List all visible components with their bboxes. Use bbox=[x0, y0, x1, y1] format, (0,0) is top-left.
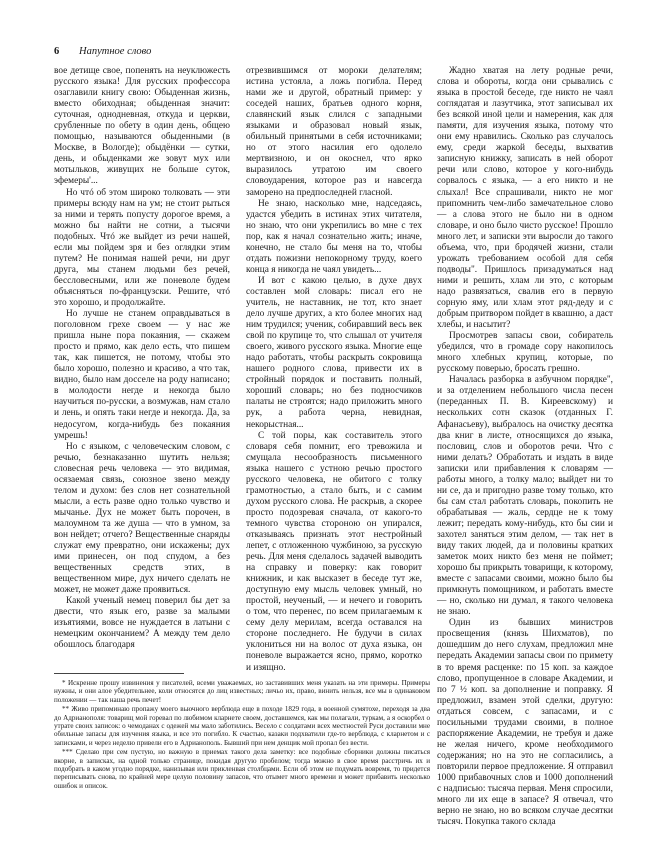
paragraph: Какой ученый немец поверил бы дет за двести, что язык его, разве за малыми изъятиями, вовсе не нуждается в латыни с немецким окончанием? А между тем дело обошлось благодаря bbox=[54, 596, 230, 651]
paragraph: Один из бывших министров просвещения (князь Шихматов), по дошедшим до него слухам, предложил мне передать Академии запасы свои по примету в то время расценке: по 15 коп. за каждое слово, пропущенное в словаре Академии, и по 7 ½ коп. за дополнение и поправку. Я предложил, взамен этой сделки, другую: отдаться совсем, с запасами, и с посильными трудами своими, в полное распоряжение Академии, не требуя и даже не желая ничего, кроме необходимого содержания; но на это не согласились, а повторили первое предложение. Я отправил 1000 прибавочных слов и 1000 дополнений с надписью: тысяча первая. Меня спросили, много ли их еще в запасе? Я отвечал, что верно не знаю, но во всяком случае десятки тысяч. Покупка такого склада bbox=[437, 618, 613, 828]
running-header bbox=[54, 46, 611, 60]
text-column-3 bbox=[437, 66, 613, 848]
paragraph: Жадно хватая на лету родные речи, слова и обороты, когда они срывались с языка в простой беседе, где никто не чаял соглядатая и лазутчика, этот записывал их без всякой иной цели и намерения, как для памяти, для изучения языка, потому что они ему нравились. Сколько раз случалось ему, среди жаркой беседы, выхватив записную книжку, записать в ней оборот речи или слово, которое у кого-нибудь сорвалось с языка, — а его никто и не слыхал! Все спрашивали, никто не мог припомнить чем-либо замечательное слово — а слова этого не было ни в одном словаре, и оно было чисто русское! Прошло много лет, и записки эти выросли до такого объема, что, при бродячей жизни, стали урожать требованием особой для себя подводы". Пришлось призадуматься над ними и решить, хлам ли это, с которым надо развязаться, свалив его в первую сорную яму, или хлам этот ряд-деду и с добрым притвором пойдет в квашню, а даст хлебы, и насытит? bbox=[437, 66, 613, 331]
paragraph: отрезвившимся от мороки делателям; истина устояла, а ложь погибла. Перед нами же и другой, обратный пример: у соседей наших, братьев одного корня, славянский язык слился с западными языками и образовал новый язык, обильный принятыми в себя источниками; но от этого насилия его одолело мертвизною, и он окоснел, что ярко выразилось утратою им своего словоударения, которое раз и навсегда заморено на предпоследней гласной. bbox=[246, 66, 422, 198]
paragraph: Но с языком, с человеческим словом, с речью, безнаказанно шутить нельзя; словесная речь человека — это видимая, осязаемая связь, союзное звено между телом и духом: без слов нет сознательной мысли, а есть разве одно только чувство и мычанье. Дух не может быть порочен, в малоумном та же душа — что в умном, за вон нейдет; отчего? Вещественные снаряды служат ему превратно, они искажены; дух ими принесен, он под спудом, а без вещественных средств этих, в вещественном мире, дух ничего сделать не может, не может даже проявиться. bbox=[54, 441, 230, 596]
paragraph: вое детище свое, попенять на неуклюжесть русского языка! Для русских профессора озаглавили книгу свою: Обыденная жизнь, вместо обиходная; обыденная значит: суточная, однодневная, откуда и церкви, срубленные по обету в один день, общею помощью, называются обыденными (в Москве, в Вологде); обыдёнки — сутки, день, и обыденками же зовут мух или мотыльков, живущих не больше суток, эфемеры'... bbox=[54, 66, 230, 187]
paragraph: И вот с какою целью, в духе двух составлен мой словарь: писал его не учитель, не наставник, не тот, кто знает дело лучше других, а кто более многих над ним трудился; ученик, собиравший весь век свой по крупице то, что слышал от учителя своего, живого русского языка. Многие еще надо работать, чтобы раскрыть сокровища нашего родного слова, привести их в стройный порядок и поставить полный, хороший словарь; но без подносчиков палаты не строятся; надо приложить много рук, а работа черна, невидная, некорыстная... bbox=[246, 275, 422, 430]
footnotes bbox=[54, 679, 430, 791]
text-column-2 bbox=[246, 66, 422, 674]
paragraph: Но лучше не станем оправдываться в поголовном грехе своем — у нас же пришла ныне пора покаяния, — скажем просто и прямо, как дело есть, что пишем так, как пишется, не потому, чтобы это было хорошо, полезно и красиво, а что так, видно, было нам досселе на роду написано; в молодости негде и некогда было научиться по-русски, а возмужав, нам стало и лень, и опять таки негде и некогда. Да, за недосугом, когда-нибудь без покаяния умрешь! bbox=[54, 309, 230, 441]
paragraph: Просмотрев запасы свои, собиратель убедился, что в громаде сору накопилось много хлебных крупиц, которые, по русскому поверью, бросать грешно. bbox=[437, 331, 613, 375]
footnote: *** Сделаю при сем пустую, но важную в приемах такого дела заметку: все подобные сборники должны писаться вкорне, в записках, на одной только странице, покидая другую пробелом; тогда можно в свое время расстричь их и подобрать в каком угодно порядке, нанизывая или прикленвая столбцами. Если об этом не подумать вовремя, то придется переписывать снова, по крайней мере целую половину запасов, что отымет много времени и может прибавить несколько ошибок и описок. bbox=[54, 748, 430, 790]
text-column-1 bbox=[54, 66, 230, 651]
footnote-divider bbox=[54, 673, 184, 674]
footnote: * Искренне прошу извинения у писателей, всеми уважаемых, но заставивших меня указать на эти примеры. Примеры нужны, и они алое убедительнее, коли относятся до лиц известных; личьо их, право, винить нельзя, все мы в одинаковом положении — так наша речь печет! bbox=[54, 679, 430, 704]
running-title: Напутное слово bbox=[79, 46, 152, 57]
footnote: ** Живо припоминаю пропажу моего вьючного верблюда еще в походе 1829 года, в военной сумятохе, переходя за два до Адрианополя: товарищ мой горевал по любимом кларнете своем, доставшемся, как мы полагали, туркам, а я оскорбел о утрате своих записок: о чемоданах с одежей мы мало заботились. Весело с солдатами всех местностей Руси доставили мне обильные запасы для изучения языка, и все это погибло. К счастью, казаки подхватили где-то верблюда, с кларнетом и с записками, и через неделю привели его в Адрианополь. Бывший при нем денщик мой пропал без вести. bbox=[54, 705, 430, 747]
page-number: 6 bbox=[54, 46, 60, 57]
paragraph: Не знаю, насколько мне, надседаясь, удастся убедить в истинах этих читателя, но знаю, что они укрепились во мне с тех пор, как я начал сознательно жить; иначе, конечно, не стало бы меня на то, чтобы отдать пожизни непокорному труду, коего конца я никогда не чаял увидеть... bbox=[246, 198, 422, 275]
paragraph: Но чтó об этом широко толковать — эти примеры всюду нам на ум; не стоит рыться за ними и терять попусту дорогое время, а можно бы найти не сотни, а тысячи подобных. Чтó же выйдет из речи нашей, если мы пойдем зря и без оглядки этим путем? Не понимая нашей речи, ни друг друга, мы станем людьми без речей, бессловесными, или же поневоле будем объясняться по-французски. Решите, чтó это хорошо, и продолжайте. bbox=[54, 187, 230, 308]
paragraph: С той поры, как составитель этого словаря себя помнит, его тревожила и смущала несообразность письменного языка нашего с устною речью простого русского человека, не обитого с толку грамотностью, а стало быть, и с самим духом русского слова. Не раскрыв, а скорее просто подозревая сначала, от какого-то темного чувства стороною он упирался, отказываясь признать этот нестройный лепет, с отложенною чужбиною, за русскую речь. Для меня сделалось задачей выводить на справку и поверку: как говорит книжник, и как высказет в беседе тут же, доступную ему мысль человек умный, но простой, неученый, — и нечего и говорить о том, что перенес, по всем прилагаемым к сему делу мерилам, всегда оставался на стороне последнего. Не будучи в силах уклониться ни на волос от духа языка, он поневоле выражается ясно, прямо, коротко и изящно. bbox=[246, 430, 422, 673]
paragraph: Началась разборка в азбучном порядке", и за отделением небольшого числа песен (переданных П. В. Киреевскому) и нескольких сотн сказок (отданных Г. Афанасьеву), выбралось на очистку десятка два книг в листе, относящихся до языка, пословиц, слов и оборотов речи. Что с ними делать? Обработать и издать в виде записки или прибавления к словарям — работы много, а толку мало; выйдет ни то ни се, да и пригодно разве тому только, кто бы сам стал работать словарь, покопить не обрабатывая — жаль, сердце не к тому лежит; передать кому-нибудь, кто бы сии и захотел заняться этим делом, — так нет в виду таких людей, да и половины кратких заметок моих никто без меня не поймет; хорошо бы прикрыть товарищи, к которому, вместе с запасами своими, можно было бы примкнуть помощником, и работать вместе — но, сколько ни думал, я такого человека не знаю. bbox=[437, 375, 613, 618]
